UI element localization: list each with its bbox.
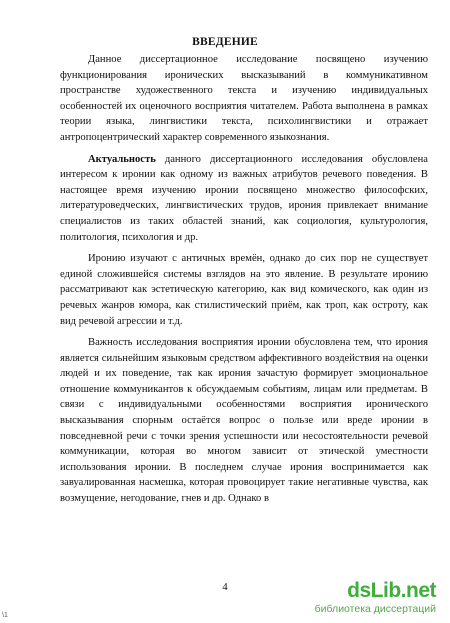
paragraph-text: Данное диссертационное исследование посвящено изучению функционирования иронических высказываний в коммуникативном пространстве художественного текста и изучению индивидуальных особенностей их оценочного восприятия читателем. Работа выполнена в рамках теории языка, лингвистики текста, психолингвистики и отражает антропоцентрический характер современного языкознания.	[60, 54, 428, 143]
document-body	[60, 52, 428, 507]
watermark-subtitle: библиотека диссертаций	[314, 603, 436, 615]
page-number: 4	[222, 582, 228, 593]
logo-part-net: .net	[400, 579, 436, 602]
dslib-watermark	[306, 579, 436, 617]
logo-part-lib: Lib	[370, 579, 401, 602]
paragraph-relevance	[60, 152, 428, 246]
paragraph-intro	[60, 52, 428, 146]
paragraph-text: Иронию изучают с античных времён, однако до сих пор не существует единой сложившейся системы взглядов на это явление. В результате иронию рассматривают как эстетическую категорию, как вид комического, как один из речевых жанров юмора, как стилистический приём, как троп, как остроту, как вид речевой агрессии и т.д.	[60, 253, 428, 327]
paragraph-importance	[60, 335, 428, 507]
paragraph-history	[60, 251, 428, 329]
paragraph-text: Важность исследования восприятия иронии обусловлена тем, что ирония является сильнейшим языковым средством аффективного воздействия на оценки людей и их поведение, так как ирония зачастую формирует эмоциональное отношение коммуникантов к обсуждаемым событиям, лицам или предметам. В связи с индивидуальными особенностями восприятия иронического высказывания спорным остаётся вопрос о пользе или вреде иронии в повседневной речи с точки зрения успешности или несостоятельности речевой коммуникации, которая во многом зависит от этической уместности использования иронии. В последнем случае ирония воспринимается как завуалированная насмешка, которая провоцирует такие негативные чувства, как возмущение, негодование, гнев и др. Однако в	[60, 337, 428, 505]
logo-part-ds: ds	[347, 579, 371, 602]
dslib-logo	[347, 579, 436, 603]
paragraph-text: данного диссертационного исследования обусловлена интересом к иронии как одному из важных атрибутов речевого поведения. В настоящее время изучению иронии посвящено множество философских, литературоведческих, лингвистических трудов, ирония привлекает внимание специалистов из таких областей знаний, как социология, культурология, политология, психология и др.	[60, 153, 428, 243]
page-title: ВВЕДЕНИЕ	[192, 36, 258, 48]
paragraph-lead-bold: Актуальность	[88, 153, 156, 165]
corner-mark: \1	[2, 612, 8, 619]
